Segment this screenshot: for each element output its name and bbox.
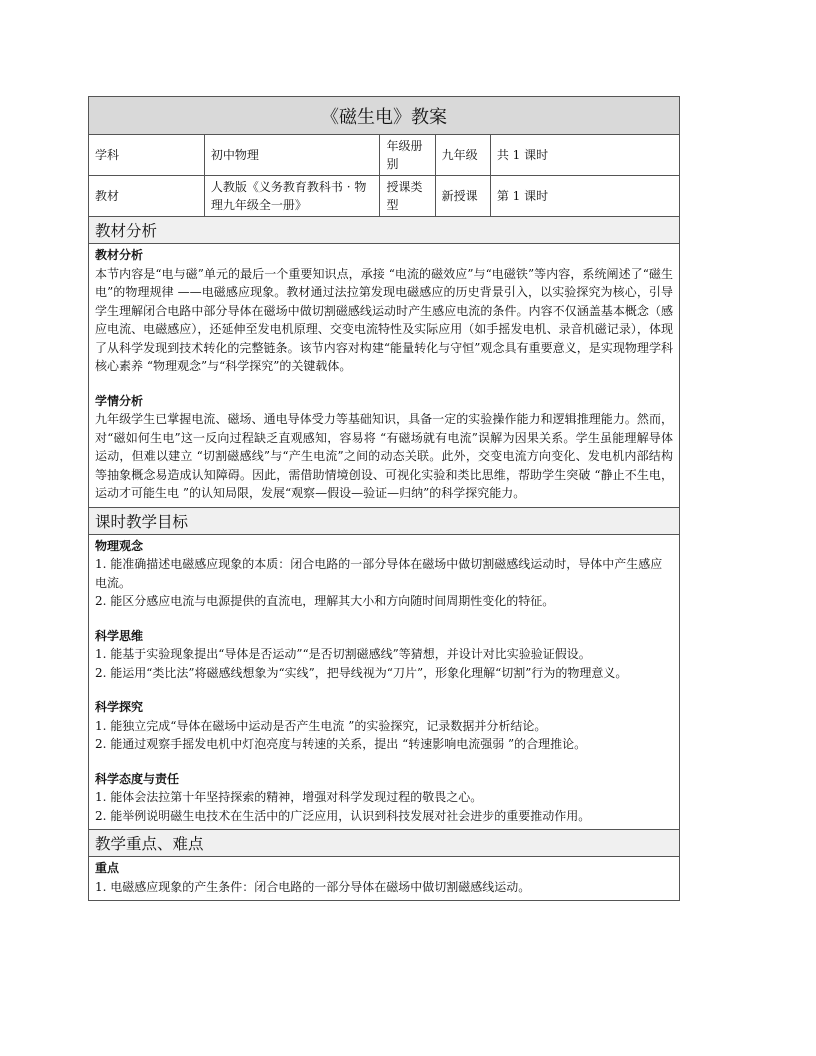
type-value: 新授课 xyxy=(435,176,490,217)
student-analysis-text: 九年级学生已掌握电流、磁场、通电导体受力等基础知识，具备一定的实验操作能力和逻辑推理能力。然而，对“磁如何生电”这一反向过程缺乏直观感知，容易将 “有磁场就有电流”误解为因果关系。学生虽能理解导体运动，但难以建立 “切割磁感线”与“产生电流”之间的动态关联。此外，交变电流方向变化、发电机内部结构等抽象概念易造成认知障碍。因此，需借助情境创设、可视化实验和类比思维，帮助学生突破 “静止不生电，运动才可能生电 ”的认知局限，发展“观察—假设—验证—归纳”的科学探究能力。 xyxy=(95,412,673,500)
document-title: 《磁生电》教案 xyxy=(89,97,679,135)
goal-item: 2. 能通过观察手摇发电机中灯泡亮度与转速的关系，提出 “转速影响电流强弱 ”的合理推论。 xyxy=(95,737,587,751)
current-hour: 第 1 课时 xyxy=(490,176,679,217)
goal-group-title: 物理观念 xyxy=(95,538,144,553)
student-analysis-subheading: 学情分析 xyxy=(95,393,144,408)
material-analysis-subheading: 教材分析 xyxy=(95,248,144,262)
subject-label: 学科 xyxy=(89,135,204,176)
material-label: 教材 xyxy=(89,176,204,217)
keypoints-section xyxy=(89,857,679,900)
grade-value: 九年级 xyxy=(435,135,490,176)
analysis-heading: 教材分析 xyxy=(89,217,679,244)
goal-group-title: 科学探究 xyxy=(95,700,144,714)
goal-group-title: 科学态度与责任 xyxy=(95,771,180,786)
goal-item: 1. 能独立完成“导体在磁场中运动是否产生电流 ”的实验探究，记录数据并分析结论。 xyxy=(95,718,547,733)
total-hours: 共 1 课时 xyxy=(490,135,679,176)
keypoints-heading: 教学重点、难点 xyxy=(89,830,679,857)
goal-item: 1. 能体会法拉第十年坚持探索的精神，增强对科学发现过程的敬畏之心。 xyxy=(95,790,483,804)
meta-table xyxy=(89,135,679,217)
goal-group-title: 科学思维 xyxy=(95,628,144,643)
goal-item: 2. 能运用“类比法”将磁感线想象为“实线”，把导线视为“刀片”，形象化理解“切割”行为的物理意义。 xyxy=(95,665,628,680)
goal-item: 2. 能区分感应电流与电源提供的直流电，理解其大小和方向随时间周期性变化的特征。 xyxy=(95,594,555,608)
goal-item: 2. 能举例说明磁生电技术在生活中的广泛应用，认识到科技发展对社会进步的重要推动作用。 xyxy=(95,808,591,823)
grade-label: 年级册别 xyxy=(380,135,435,176)
lesson-plan-document xyxy=(88,96,680,901)
goal-item: 1. 能准确描述电磁感应现象的本质：闭合电路的一部分导体在磁场中做切割磁感线运动时，导体中产生感应电流。 xyxy=(95,557,663,590)
keypoints-subheading: 重点 xyxy=(95,861,120,875)
analysis-section xyxy=(89,244,679,508)
type-label: 授课类型 xyxy=(380,176,435,217)
goals-section xyxy=(89,535,679,831)
material-value: 人教版《义务教育教科书 · 物理九年级全一册》 xyxy=(204,176,380,217)
keypoint-item: 1. 电磁感应现象的产生条件：闭合电路的一部分导体在磁场中做切割磁感线运动。 xyxy=(95,879,531,894)
goal-item: 1. 能基于实验现象提出“导体是否运动”“是否切割磁感线”等猜想，并设计对比实验验证假设。 xyxy=(95,647,591,661)
goals-heading: 课时教学目标 xyxy=(89,508,679,535)
subject-value: 初中物理 xyxy=(204,135,380,176)
material-analysis-text: 本节内容是“电与磁”单元的最后一个重要知识点，承接 “电流的磁效应”与“电磁铁”等内容，系统阐述了“磁生电”的物理规律 ——电磁感应现象。教材通过法拉第发现电磁感应的历史背景引入，以实验探究为核心，引导学生理解闭合电路中部分导体在磁场中做切割磁感线运动时产生感应电流的条件。内容不仅涵盖基本概念（感应电流、电磁感应），还延伸至发电机原理、交变电流特性及实际应用（如手摇发电机、录音机磁记录），体现了从科学发现到技术转化的完整链条。该节内容对构建“能量转化与守恒”观念具有重要意义，是实现物理学科核心素养 “物理观念”与“科学探究”的关键载体。 xyxy=(95,266,673,373)
